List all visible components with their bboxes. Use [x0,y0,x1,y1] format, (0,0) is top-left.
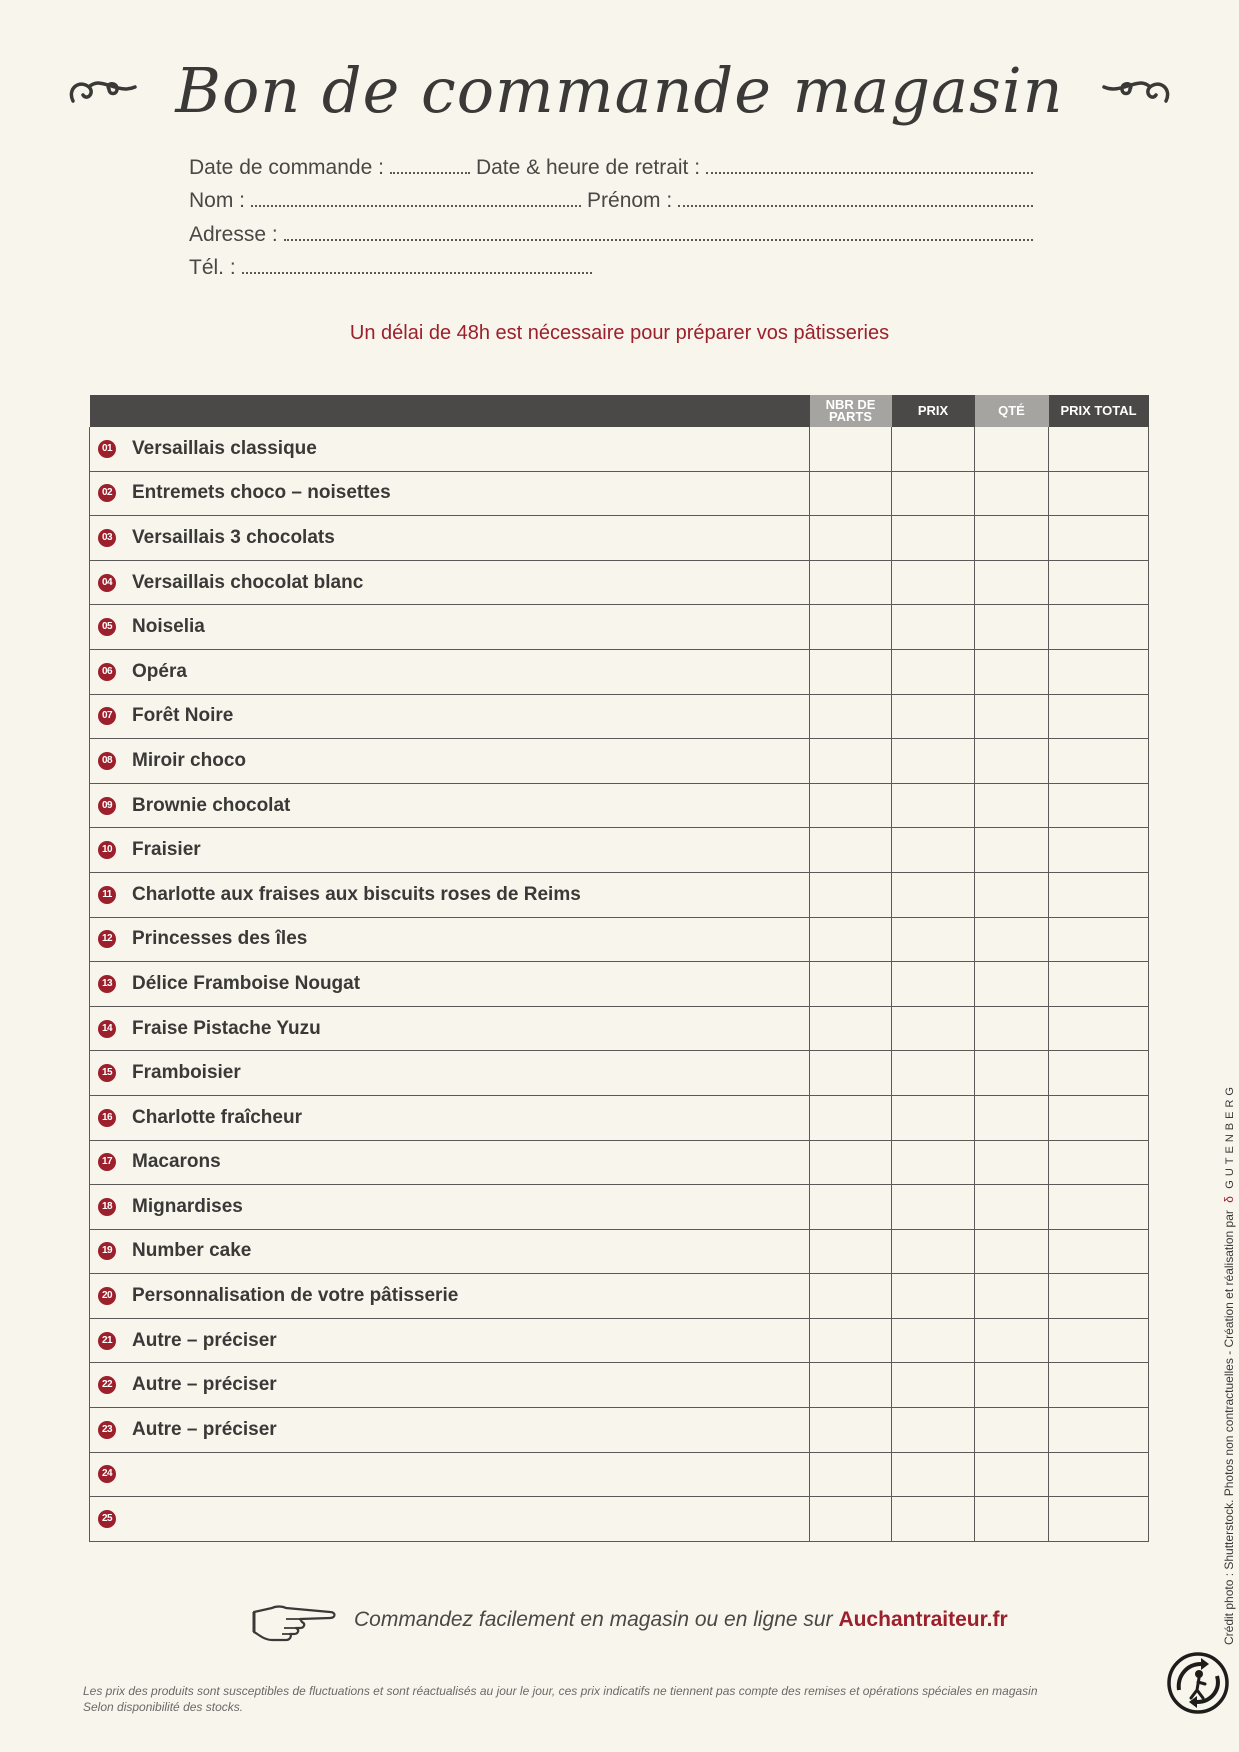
prix-cell[interactable] [892,1363,975,1408]
nbr-parts-cell[interactable] [810,471,892,516]
table-row [90,1051,1149,1096]
nbr-parts-cell[interactable] [810,1274,892,1319]
table-row [90,1318,1149,1363]
product-cell [90,694,810,739]
nbr-parts-cell[interactable] [810,1363,892,1408]
table-row [90,828,1149,873]
product-label: Versaillais chocolat blanc [132,571,364,593]
qte-cell[interactable] [975,1095,1049,1140]
header-nbr-parts: NBR DE PARTS [810,395,892,427]
price-disclaimer [83,1683,1143,1715]
disclaimer-line-1: Les prix des produits sont susceptibles de fluctuations et sont réactualisés au jour le jour, ces prix indicatifs ne tiennent pas compte des remises et opérations spéciales en magasin [83,1684,1038,1698]
table-row [90,427,1149,471]
prix-total-cell[interactable] [1049,1051,1149,1096]
prix-total-cell[interactable] [1049,828,1149,873]
prix-total-cell[interactable] [1049,1497,1149,1542]
prix-total-cell[interactable] [1049,649,1149,694]
nbr-parts-cell[interactable] [810,828,892,873]
nbr-parts-cell[interactable] [810,1452,892,1497]
row-number-badge: 16 [98,1109,116,1127]
row-number-badge: 12 [98,930,116,948]
row-number-badge: 18 [98,1198,116,1216]
product-cell [90,1229,810,1274]
prix-cell[interactable] [892,872,975,917]
date-commande-label: Date de commande : [189,155,384,179]
product-label: Brownie chocolat [132,794,291,816]
prix-total-cell[interactable] [1049,427,1149,471]
tel-label: Tél. : [189,256,236,279]
prix-total-cell[interactable] [1049,605,1149,650]
prix-total-cell[interactable] [1049,872,1149,917]
nbr-parts-cell[interactable] [810,917,892,962]
product-label: Charlotte aux fraises aux biscuits roses de Reims [132,883,581,905]
table-row [90,649,1149,694]
product-cell [90,1408,810,1453]
qte-cell[interactable] [975,1229,1049,1274]
triman-recycling-icon [1165,1650,1231,1716]
product-label: Versaillais 3 chocolats [132,526,335,548]
header-prix: PRIX [892,395,975,427]
prix-cell[interactable] [892,1274,975,1319]
prix-total-cell[interactable] [1049,1318,1149,1363]
prix-cell[interactable] [892,1051,975,1096]
credit-brand: GUTENBERG [1224,1083,1236,1189]
prix-total-cell[interactable] [1049,1229,1149,1274]
prix-total-cell[interactable] [1049,560,1149,605]
product-label: Mignardises [132,1195,243,1217]
qte-cell[interactable] [975,1452,1049,1497]
nbr-parts-cell[interactable] [810,962,892,1007]
table-row [90,1185,1149,1230]
cta-message: Commandez facilement en magasin ou en ligne sur [354,1608,833,1631]
prix-total-cell[interactable] [1049,471,1149,516]
auchantraiteur-link[interactable]: Auchantraiteur.fr [838,1608,1008,1631]
prix-cell[interactable] [892,828,975,873]
prix-total-cell[interactable] [1049,1095,1149,1140]
nbr-parts-cell[interactable] [810,1408,892,1453]
product-label: Number cake [132,1240,252,1262]
nbr-parts-cell[interactable] [810,649,892,694]
qte-cell[interactable] [975,917,1049,962]
row-number-badge: 21 [98,1332,116,1350]
row-number-badge: 05 [98,618,116,636]
qte-cell[interactable] [975,427,1049,471]
product-cell [90,605,810,650]
prix-cell[interactable] [892,783,975,828]
qte-cell[interactable] [975,739,1049,784]
product-cell [90,471,810,516]
nbr-parts-cell[interactable] [810,694,892,739]
nbr-parts-cell[interactable] [810,605,892,650]
prenom-label: Prénom : [587,189,673,212]
prix-total-cell[interactable] [1049,962,1149,1007]
prix-cell[interactable] [892,427,975,471]
prix-cell[interactable] [892,1229,975,1274]
table-row [90,962,1149,1007]
qte-cell[interactable] [975,1185,1049,1230]
nom-field[interactable] [251,204,581,207]
product-cell [90,1006,810,1051]
product-cell [90,1051,810,1096]
order-table [89,395,1149,1542]
row-number-badge: 04 [98,574,116,592]
table-row [90,917,1149,962]
qte-cell[interactable] [975,649,1049,694]
qte-cell[interactable] [975,516,1049,561]
product-cell [90,649,810,694]
qte-cell[interactable] [975,560,1049,605]
table-row [90,739,1149,784]
title-block [0,40,1239,140]
prix-total-cell[interactable] [1049,1185,1149,1230]
product-cell [90,1452,810,1497]
product-label: Autre – préciser [132,1329,277,1351]
prix-cell[interactable] [892,1452,975,1497]
prix-cell[interactable] [892,1140,975,1185]
nbr-parts-cell[interactable] [810,1140,892,1185]
prix-total-cell[interactable] [1049,1408,1149,1453]
product-label: Noiselia [132,616,205,638]
nbr-parts-cell[interactable] [810,427,892,471]
prix-cell[interactable] [892,649,975,694]
prix-cell[interactable] [892,694,975,739]
nbr-parts-cell[interactable] [810,783,892,828]
prix-cell[interactable] [892,560,975,605]
prix-total-cell[interactable] [1049,783,1149,828]
prix-cell[interactable] [892,1095,975,1140]
date-retrait-label: Date & heure de retrait : [475,155,701,179]
product-cell [90,783,810,828]
prix-cell[interactable] [892,1006,975,1051]
prix-total-cell[interactable] [1049,1140,1149,1185]
prix-cell[interactable] [892,471,975,516]
product-cell [90,872,810,917]
date-retrait-field[interactable] [706,171,1033,174]
qte-cell[interactable] [975,1318,1049,1363]
order-online-callout [250,1598,1010,1642]
prix-cell[interactable] [892,605,975,650]
table-row [90,1095,1149,1140]
product-cell [90,828,810,873]
row-number-badge: 01 [98,440,116,458]
qte-cell[interactable] [975,1274,1049,1319]
product-label: Opéra [132,660,187,682]
prix-total-cell[interactable] [1049,1006,1149,1051]
prix-total-cell[interactable] [1049,739,1149,784]
credit-text: Crédit photo : Shutterstock. Photos non contractuelles - Création et réalisation par [1222,1210,1236,1645]
row-number-badge: 25 [98,1510,116,1528]
product-cell [90,1140,810,1185]
product-cell [90,1497,810,1542]
table-row [90,1006,1149,1051]
nbr-parts-cell[interactable] [810,739,892,784]
product-cell [90,1274,810,1319]
row-number-badge: 22 [98,1376,116,1394]
adresse-field[interactable] [284,238,1033,241]
prenom-field[interactable] [678,204,1033,207]
product-cell [90,1095,810,1140]
nbr-parts-cell[interactable] [810,1051,892,1096]
row-number-badge: 20 [98,1287,116,1305]
product-cell [90,962,810,1007]
prix-total-cell[interactable] [1049,694,1149,739]
prix-total-cell[interactable] [1049,1452,1149,1497]
table-row [90,1363,1149,1408]
prix-cell[interactable] [892,516,975,561]
customer-fields [189,146,1039,280]
row-number-badge: 02 [98,484,116,502]
prix-cell[interactable] [892,1185,975,1230]
prix-total-cell[interactable] [1049,1363,1149,1408]
header-qte: QTÉ [975,395,1049,427]
row-number-badge: 15 [98,1064,116,1082]
page-title: Bon de commande magasin [175,53,1064,127]
nbr-parts-cell[interactable] [810,1318,892,1363]
row-number-badge: 19 [98,1242,116,1260]
row-number-badge: 03 [98,529,116,547]
qte-cell[interactable] [975,1051,1049,1096]
nbr-parts-cell[interactable] [810,1006,892,1051]
row-number-badge: 23 [98,1421,116,1439]
row-number-badge: 13 [98,975,116,993]
product-label: Autre – préciser [132,1418,277,1440]
product-label: Macarons [132,1151,221,1173]
table-row [90,694,1149,739]
qte-cell[interactable] [975,872,1049,917]
header-product [90,395,810,427]
prix-cell[interactable] [892,1318,975,1363]
product-label: Entremets choco – noisettes [132,482,391,504]
product-label: Charlotte fraîcheur [132,1106,302,1128]
product-cell [90,917,810,962]
product-cell [90,427,810,471]
row-number-badge: 14 [98,1020,116,1038]
prix-cell[interactable] [892,1497,975,1542]
table-row [90,1140,1149,1185]
product-cell [90,1363,810,1408]
nom-label: Nom : [189,189,246,212]
table-row [90,872,1149,917]
qte-cell[interactable] [975,1006,1049,1051]
product-cell [90,1185,810,1230]
product-cell [90,739,810,784]
nbr-parts-cell[interactable] [810,1185,892,1230]
row-number-badge: 11 [98,886,116,904]
qte-cell[interactable] [975,605,1049,650]
prix-cell[interactable] [892,917,975,962]
table-row [90,516,1149,561]
table-row [90,1408,1149,1453]
row-number-badge: 10 [98,841,116,859]
right-swirl-icon [1094,65,1174,115]
product-label: Miroir choco [132,749,247,771]
tel-field[interactable] [242,271,592,274]
row-number-badge: 09 [98,797,116,815]
gutenberg-logo-icon: δ [1222,1196,1236,1203]
cta-text [354,1608,1008,1632]
row-number-badge: 06 [98,663,116,681]
nbr-parts-cell[interactable] [810,1497,892,1542]
product-label: Fraise Pistache Yuzu [132,1017,321,1039]
table-row [90,1229,1149,1274]
qte-cell[interactable] [975,962,1049,1007]
row-number-badge: 17 [98,1153,116,1171]
nbr-parts-cell[interactable] [810,1229,892,1274]
qte-cell[interactable] [975,828,1049,873]
table-row [90,1274,1149,1319]
table-row [90,1497,1149,1542]
product-label: Délice Framboise Nougat [132,972,361,994]
nbr-parts-cell[interactable] [810,516,892,561]
product-label: Framboisier [132,1062,241,1084]
product-label: Personnalisation de votre pâtisserie [132,1285,459,1307]
table-row [90,471,1149,516]
qte-cell[interactable] [975,1408,1049,1453]
product-cell [90,1318,810,1363]
row-number-badge: 08 [98,752,116,770]
table-row [90,605,1149,650]
qte-cell[interactable] [975,1497,1049,1542]
prix-total-cell[interactable] [1049,516,1149,561]
table-row [90,1452,1149,1497]
preparation-notice: Un délai de 48h est nécessaire pour préparer vos pâtisseries [349,322,890,344]
nbr-parts-cell[interactable] [810,1095,892,1140]
table-row [90,560,1149,605]
row-number-badge: 07 [98,707,116,725]
prix-cell[interactable] [892,739,975,784]
nbr-parts-cell[interactable] [810,872,892,917]
left-swirl-icon [65,65,145,115]
product-label: Fraisier [132,839,201,861]
prix-total-cell[interactable] [1049,917,1149,962]
qte-cell[interactable] [975,694,1049,739]
photo-credit [1200,1025,1236,1645]
qte-cell[interactable] [975,471,1049,516]
qte-cell[interactable] [975,783,1049,828]
qte-cell[interactable] [975,1363,1049,1408]
qte-cell[interactable] [975,1140,1049,1185]
product-cell [90,560,810,605]
prix-total-cell[interactable] [1049,1274,1149,1319]
table-row [90,783,1149,828]
product-label: Versaillais classique [132,437,317,459]
header-prix-total: PRIX TOTAL [1049,395,1149,427]
product-label: Autre – préciser [132,1374,277,1396]
row-number-badge: 24 [98,1465,116,1483]
table-header-row [90,395,1149,427]
prix-cell[interactable] [892,962,975,1007]
nbr-parts-cell[interactable] [810,560,892,605]
product-label: Forêt Noire [132,705,234,727]
date-commande-field[interactable] [390,171,470,174]
pointing-hand-icon [250,1598,340,1642]
product-label: Princesses des îles [132,928,308,950]
prix-cell[interactable] [892,1408,975,1453]
adresse-label: Adresse : [189,222,278,246]
product-cell [90,516,810,561]
disclaimer-line-2: Selon disponibilité des stocks. [83,1700,244,1714]
